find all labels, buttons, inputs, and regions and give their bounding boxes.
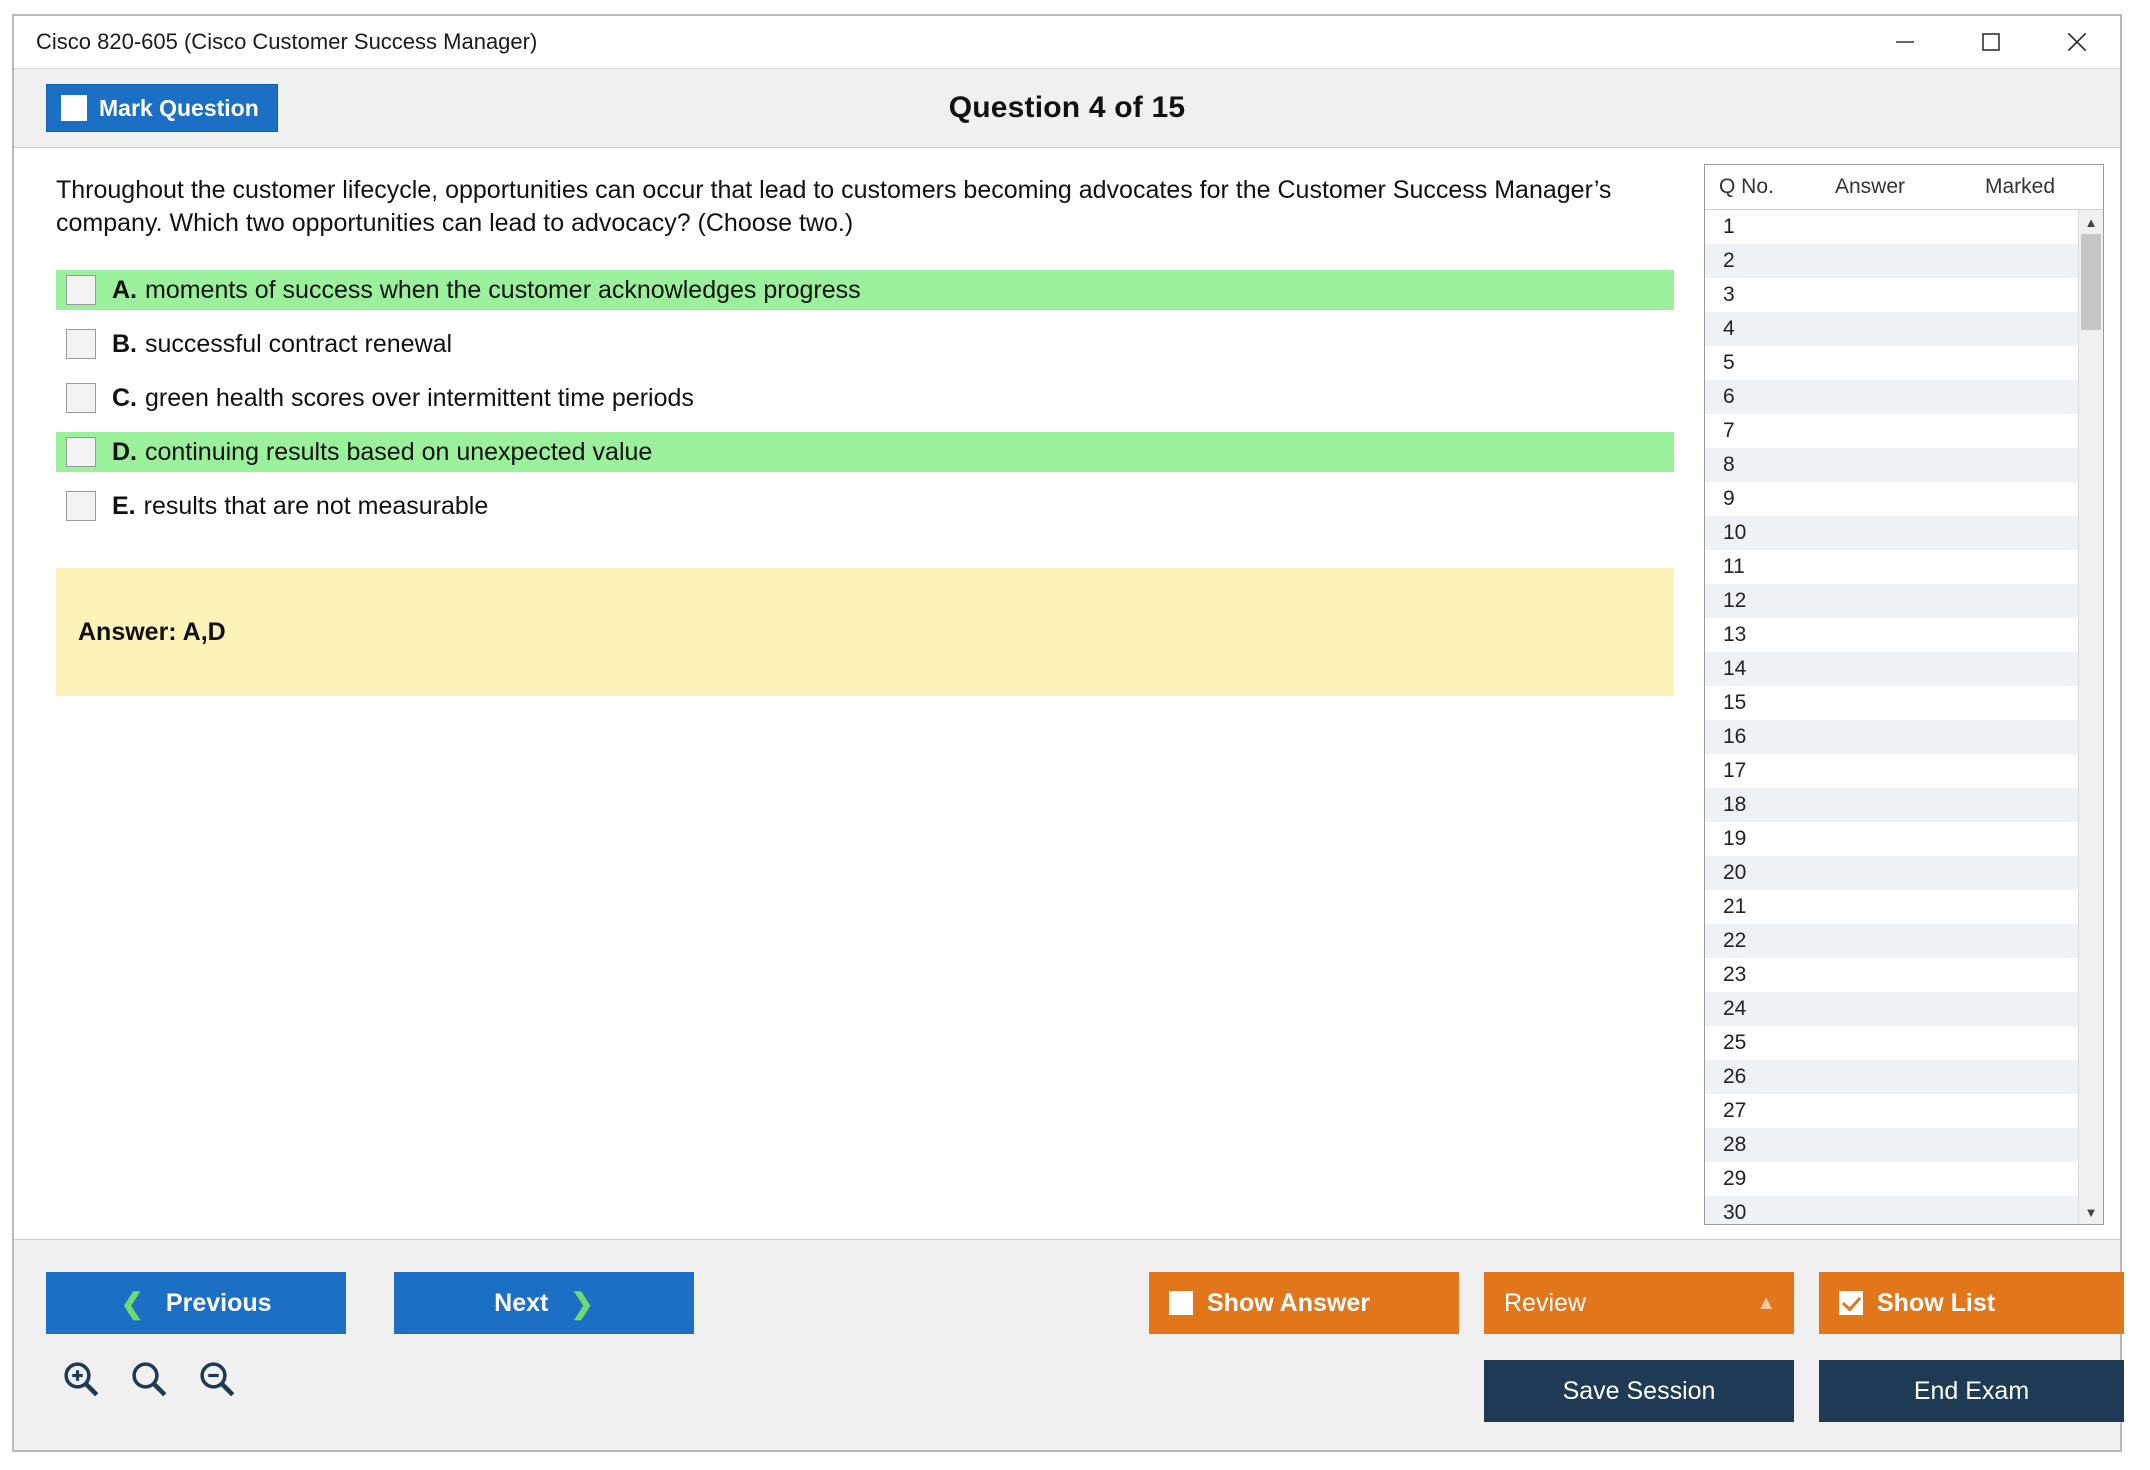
question-list-row[interactable] <box>1705 516 2078 550</box>
row-question-number: 5 <box>1723 351 1735 374</box>
answer-text: Answer: A,D <box>78 617 226 646</box>
body-area <box>14 148 2120 1239</box>
minimize-icon[interactable] <box>1862 16 1948 68</box>
question-list-scrollbar[interactable] <box>2078 210 2103 1224</box>
question-list-row[interactable] <box>1705 1026 2078 1060</box>
question-list-row[interactable] <box>1705 720 2078 754</box>
scrollbar-thumb[interactable] <box>2081 234 2101 330</box>
row-question-number: 4 <box>1723 317 1735 340</box>
end-exam-label: End Exam <box>1913 1376 2030 1405</box>
maximize-icon[interactable] <box>1948 16 2034 68</box>
choice-list <box>56 270 1674 526</box>
question-list-row[interactable] <box>1705 448 2078 482</box>
save-session-button[interactable] <box>1484 1360 1794 1422</box>
zoom-controls <box>60 1358 238 1400</box>
question-list-row[interactable] <box>1705 686 2078 720</box>
choice-d-text: continuing results based on unexpected value <box>145 437 653 466</box>
question-list-row[interactable] <box>1705 380 2078 414</box>
answer-panel <box>56 568 1674 696</box>
row-question-number: 10 <box>1723 521 1747 544</box>
row-question-number: 8 <box>1723 453 1735 476</box>
zoom-reset-icon[interactable] <box>128 1358 170 1400</box>
row-question-number: 27 <box>1723 1099 1747 1122</box>
choice-a-letter: A. <box>112 275 137 304</box>
question-list-row[interactable] <box>1705 414 2078 448</box>
chevron-up-icon: ▲ <box>1756 1291 1776 1314</box>
review-label: Review <box>1504 1288 1586 1317</box>
row-question-number: 11 <box>1723 555 1745 578</box>
question-list-row[interactable] <box>1705 550 2078 584</box>
row-question-number: 26 <box>1723 1065 1747 1088</box>
zoom-in-icon[interactable] <box>60 1358 102 1400</box>
row-question-number: 18 <box>1723 793 1747 816</box>
row-question-number: 3 <box>1723 283 1735 306</box>
previous-button[interactable] <box>46 1272 346 1334</box>
row-question-number: 12 <box>1723 589 1747 612</box>
column-header-marked: Marked <box>1984 175 2056 198</box>
choice-b[interactable] <box>56 324 1674 364</box>
question-list-row[interactable] <box>1705 1162 2078 1196</box>
choice-d-letter: D. <box>112 437 137 466</box>
window-title: Cisco 820-605 (Cisco Customer Success Manager) <box>36 29 538 54</box>
choice-b-text: successful contract renewal <box>145 329 453 358</box>
exam-window <box>12 14 2122 1452</box>
row-question-number: 20 <box>1723 861 1747 884</box>
row-question-number: 25 <box>1723 1031 1747 1054</box>
question-list-row[interactable] <box>1705 788 2078 822</box>
choice-e-letter: E. <box>112 491 136 520</box>
question-list-row[interactable] <box>1705 652 2078 686</box>
question-list-row[interactable] <box>1705 890 2078 924</box>
choice-c-text: green health scores over intermittent time periods <box>145 383 694 412</box>
question-list-row[interactable] <box>1705 482 2078 516</box>
question-list-row[interactable] <box>1705 312 2078 346</box>
scroll-up-icon[interactable]: ▲ <box>2079 210 2103 234</box>
row-question-number: 6 <box>1723 385 1735 408</box>
question-list-header <box>1705 165 2103 210</box>
show-list-label: Show List <box>1877 1288 1996 1317</box>
row-question-number: 13 <box>1723 623 1747 646</box>
question-list-row[interactable] <box>1705 1094 2078 1128</box>
mark-question-button[interactable] <box>46 84 278 132</box>
question-header <box>14 69 2120 148</box>
choice-a-text: moments of success when the customer acknowledges progress <box>145 275 861 304</box>
row-question-number: 9 <box>1723 487 1735 510</box>
show-list-checkbox[interactable] <box>1839 1291 1863 1315</box>
question-list-row[interactable] <box>1705 958 2078 992</box>
zoom-out-icon[interactable] <box>196 1358 238 1400</box>
question-list-row[interactable] <box>1705 618 2078 652</box>
review-dropdown[interactable] <box>1484 1272 1794 1334</box>
question-list-row[interactable] <box>1705 822 2078 856</box>
choice-e-checkbox[interactable] <box>66 491 96 521</box>
question-list-row[interactable] <box>1705 210 2078 244</box>
question-list-row[interactable] <box>1705 1060 2078 1094</box>
column-header-qno: Q No. <box>1719 175 1774 198</box>
question-rows <box>1705 210 2078 1224</box>
previous-label: Previous <box>165 1288 272 1317</box>
question-list-row[interactable] <box>1705 992 2078 1026</box>
next-label: Next <box>494 1288 549 1317</box>
mark-question-label: Mark Question <box>99 94 259 121</box>
row-question-number: 23 <box>1723 963 1747 986</box>
choice-b-letter: B. <box>112 329 137 358</box>
row-question-number: 17 <box>1723 759 1747 782</box>
show-answer-label: Show Answer <box>1207 1288 1370 1317</box>
choice-e[interactable] <box>56 486 1674 526</box>
question-list-body <box>1705 210 2103 1224</box>
choice-a[interactable] <box>56 270 1674 310</box>
row-question-number: 30 <box>1723 1201 1747 1224</box>
row-question-number: 2 <box>1723 249 1735 272</box>
choice-e-text: results that are not measurable <box>143 491 489 520</box>
question-list-row[interactable] <box>1705 584 2078 618</box>
show-list-button[interactable] <box>1819 1272 2124 1334</box>
scroll-down-icon[interactable]: ▼ <box>2079 1200 2103 1224</box>
save-session-label: Save Session <box>1562 1376 1716 1405</box>
end-exam-button[interactable] <box>1819 1360 2124 1422</box>
question-counter: Question 4 of 15 <box>948 91 1186 124</box>
row-question-number: 16 <box>1723 725 1747 748</box>
title-bar <box>14 16 2120 69</box>
next-button[interactable] <box>394 1272 694 1334</box>
row-question-number: 24 <box>1723 997 1747 1020</box>
question-pane <box>14 148 1704 1239</box>
row-question-number: 19 <box>1723 827 1747 850</box>
chevron-right-icon: ❯ <box>570 1287 594 1319</box>
show-answer-checkbox[interactable] <box>1169 1291 1193 1315</box>
column-header-answer: Answer <box>1834 175 1906 198</box>
question-list-row[interactable] <box>1705 856 2078 890</box>
question-list-row[interactable] <box>1705 1128 2078 1162</box>
choice-d-checkbox[interactable] <box>66 437 96 467</box>
close-icon[interactable] <box>2034 16 2120 68</box>
choice-c-letter: C. <box>112 383 137 412</box>
choice-c-checkbox[interactable] <box>66 383 96 413</box>
row-question-number: 14 <box>1723 657 1747 680</box>
row-question-number: 15 <box>1723 691 1747 714</box>
question-list-row[interactable] <box>1705 346 2078 380</box>
row-question-number: 1 <box>1723 215 1735 238</box>
choice-d[interactable] <box>56 432 1674 472</box>
question-list-row[interactable] <box>1705 754 2078 788</box>
choice-c[interactable] <box>56 378 1674 418</box>
row-question-number: 29 <box>1723 1167 1747 1190</box>
question-list-row[interactable] <box>1705 924 2078 958</box>
question-text: Throughout the customer lifecycle, opportunities can occur that lead to customers becoming advocates for the Customer Success Manager’s company. Which two opportunities can lead to advocacy? (Choose two.) <box>56 176 1612 237</box>
row-question-number: 7 <box>1723 419 1735 442</box>
choice-b-checkbox[interactable] <box>66 329 96 359</box>
footer-toolbar <box>14 1239 2120 1450</box>
mark-question-checkbox[interactable] <box>61 95 87 121</box>
choice-a-checkbox[interactable] <box>66 275 96 305</box>
show-answer-button[interactable] <box>1149 1272 1459 1334</box>
chevron-left-icon: ❮ <box>120 1287 144 1319</box>
row-question-number: 22 <box>1723 929 1747 952</box>
row-question-number: 28 <box>1723 1133 1747 1156</box>
question-list-row[interactable] <box>1705 278 2078 312</box>
question-list-row[interactable] <box>1705 1196 2078 1224</box>
question-list-row[interactable] <box>1705 244 2078 278</box>
question-list-panel <box>1704 164 2104 1225</box>
row-question-number: 21 <box>1723 895 1747 918</box>
